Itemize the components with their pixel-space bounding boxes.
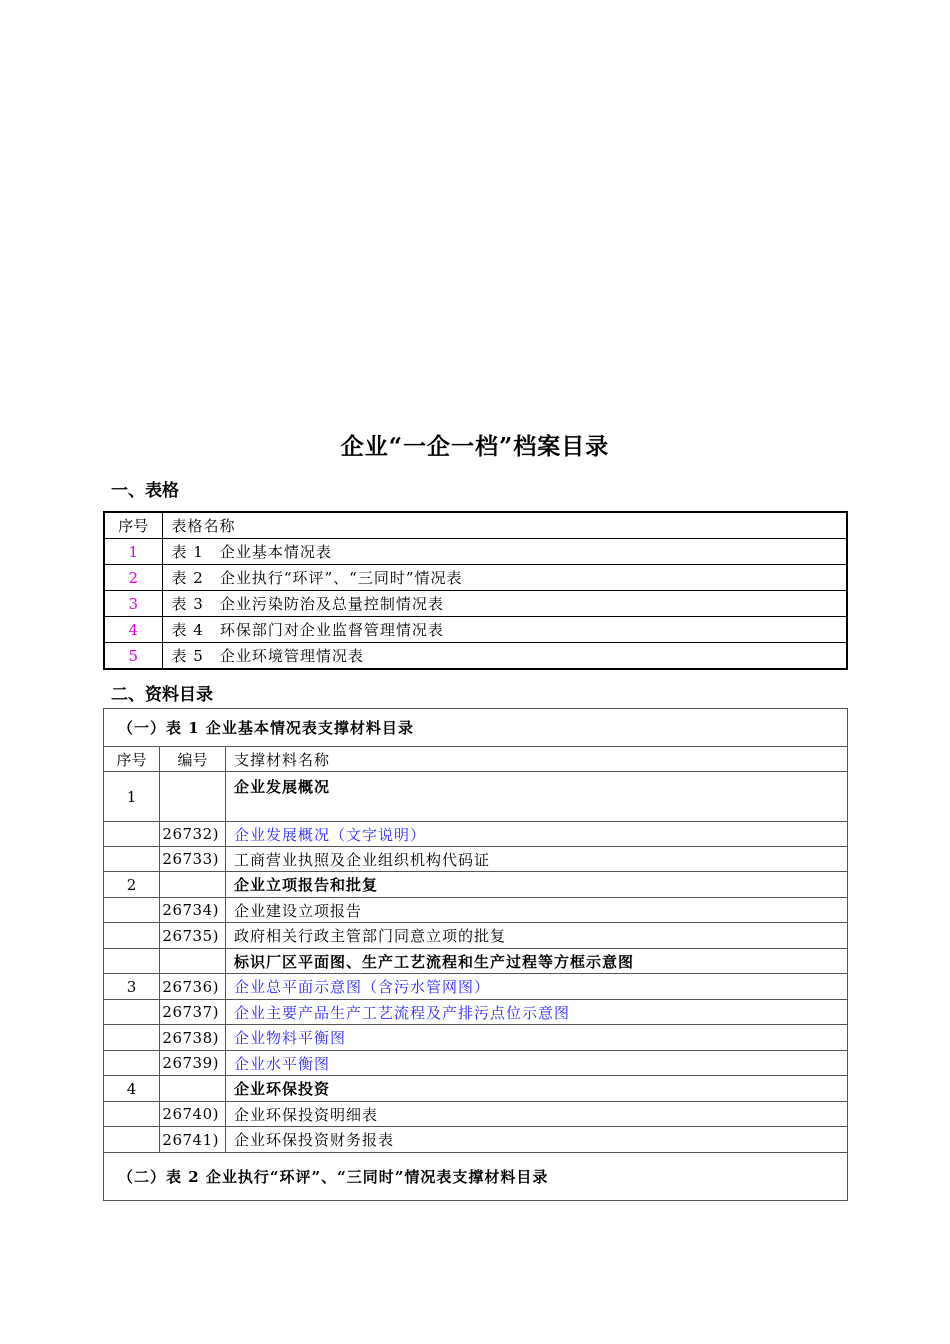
row-name: 政府相关行政主管部门同意立项的批复	[226, 923, 848, 949]
row-index	[104, 1127, 160, 1153]
row-code: 26738)	[160, 1025, 226, 1051]
header-index: 序号	[104, 512, 162, 539]
table-row	[104, 898, 848, 923]
row-code: 26732)	[160, 822, 226, 847]
row-index: 2	[104, 872, 160, 898]
subsection-title-row	[104, 709, 848, 747]
row-index	[104, 1051, 160, 1076]
form-name	[162, 617, 847, 643]
row-code: 26737)	[160, 1000, 226, 1025]
table-row	[104, 1000, 848, 1025]
row-name: 企业立项报告和批复	[226, 872, 848, 898]
table-row	[104, 1025, 848, 1051]
row-code: 26733)	[160, 847, 226, 872]
form-name	[162, 643, 847, 670]
table-row	[104, 1102, 848, 1127]
row-code: 26736)	[160, 974, 226, 1000]
row-name-link[interactable]: 企业发展概况（文字说明）	[226, 822, 848, 847]
row-index	[104, 898, 160, 923]
table-row	[104, 923, 848, 949]
row-code	[160, 772, 226, 822]
row-index: 4	[104, 1076, 160, 1102]
page-title: 企业“一企一档”档案目录	[340, 433, 610, 460]
form-name	[162, 591, 847, 617]
table-row	[104, 565, 847, 591]
row-index: 2	[104, 565, 162, 591]
form-code: 表 2	[171, 569, 204, 587]
row-code	[160, 1076, 226, 1102]
row-name: 企业发展概况	[226, 772, 848, 822]
row-code: 26740)	[160, 1102, 226, 1127]
row-name: 工商营业执照及企业组织机构代码证	[226, 847, 848, 872]
materials-table	[103, 708, 848, 1201]
form-code: 表 5	[171, 647, 204, 665]
table-header-row	[104, 512, 847, 539]
table-row	[104, 872, 848, 898]
subsection-title: （一）表 1 企业基本情况表支撑材料目录	[104, 709, 848, 747]
table-row	[104, 617, 847, 643]
table-row	[104, 539, 847, 565]
form-title: 企业基本情况表	[219, 543, 332, 561]
table-row	[104, 847, 848, 872]
section-heading-materials: 二、资料目录	[111, 685, 213, 705]
form-name	[162, 539, 847, 565]
header-code: 编号	[160, 747, 226, 772]
row-code: 26739)	[160, 1051, 226, 1076]
row-name-link[interactable]: 企业总平面示意图（含污水管网图）	[226, 974, 848, 1000]
table-row	[104, 949, 848, 974]
row-code: 26734)	[160, 898, 226, 923]
table-row	[104, 591, 847, 617]
row-code: 26741)	[160, 1127, 226, 1153]
table-row	[104, 643, 847, 670]
row-name: 企业环保投资明细表	[226, 1102, 848, 1127]
subsection-title: （二）表 2 企业执行“环评”、“三同时”情况表支撑材料目录	[104, 1153, 848, 1201]
row-index	[104, 1102, 160, 1127]
row-index: 1	[104, 772, 160, 822]
row-index: 5	[104, 643, 162, 670]
form-code: 表 1	[171, 543, 204, 561]
row-code	[160, 949, 226, 974]
table-row	[104, 1127, 848, 1153]
header-index: 序号	[104, 747, 160, 772]
table-row	[104, 1076, 848, 1102]
row-name: 企业环保投资财务报表	[226, 1127, 848, 1153]
form-code: 表 3	[171, 595, 204, 613]
row-index	[104, 1000, 160, 1025]
row-index	[104, 923, 160, 949]
row-index	[104, 949, 160, 974]
forms-table	[103, 511, 848, 670]
row-index	[104, 1025, 160, 1051]
row-index: 4	[104, 617, 162, 643]
form-code: 表 4	[171, 621, 204, 639]
table-row	[104, 1051, 848, 1076]
row-name: 标识厂区平面图、生产工艺流程和生产过程等方框示意图	[226, 949, 848, 974]
subsection-title-row	[104, 1153, 848, 1201]
form-name	[162, 565, 847, 591]
form-title: 企业污染防治及总量控制情况表	[219, 595, 444, 613]
row-name: 企业建设立项报告	[226, 898, 848, 923]
row-code	[160, 872, 226, 898]
form-title: 环保部门对企业监督管理情况表	[219, 621, 444, 639]
row-name: 企业环保投资	[226, 1076, 848, 1102]
row-index	[104, 847, 160, 872]
row-name-link[interactable]: 企业物料平衡图	[226, 1025, 848, 1051]
row-index: 3	[104, 591, 162, 617]
table-row	[104, 974, 848, 1000]
row-index: 3	[104, 974, 160, 1000]
table-row	[104, 822, 848, 847]
header-name: 表格名称	[162, 512, 847, 539]
row-index: 1	[104, 539, 162, 565]
form-title: 企业执行“环评”、“三同时”情况表	[219, 569, 463, 587]
row-name-link[interactable]: 企业主要产品生产工艺流程及产排污点位示意图	[226, 1000, 848, 1025]
row-index	[104, 822, 160, 847]
table-row	[104, 772, 848, 822]
section-heading-forms: 一、表格	[111, 481, 179, 501]
form-title: 企业环境管理情况表	[219, 647, 364, 665]
row-code: 26735)	[160, 923, 226, 949]
row-name-link[interactable]: 企业水平衡图	[226, 1051, 848, 1076]
table-header-row	[104, 747, 848, 772]
header-name: 支撑材料名称	[226, 747, 848, 772]
